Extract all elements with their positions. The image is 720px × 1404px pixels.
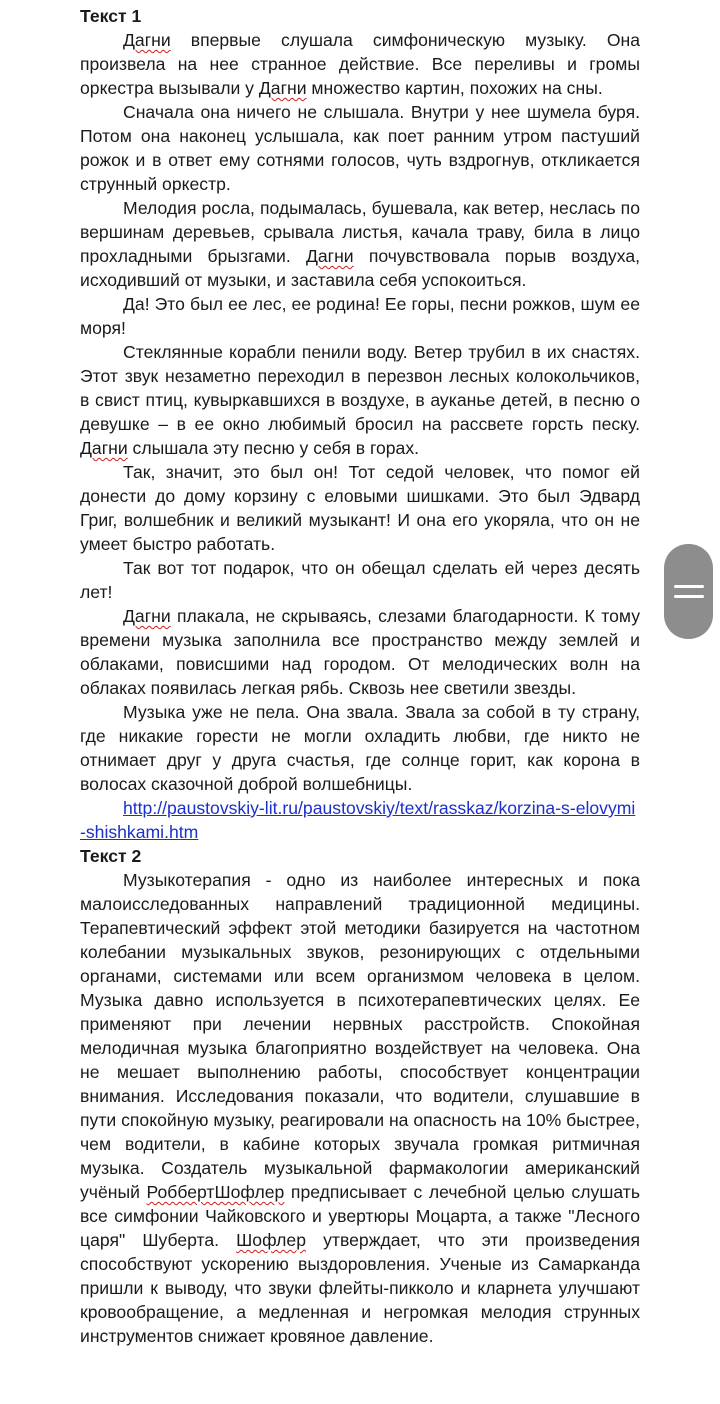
paragraph <box>80 292 640 340</box>
text2-heading: Текст 2 <box>80 846 142 866</box>
spellcheck-word: Дагни <box>305 246 354 266</box>
paragraph <box>80 28 640 100</box>
grip-line-icon <box>674 585 704 588</box>
paragraph <box>80 700 640 796</box>
text-run: плакала, не скрываясь, слезами благодарности. К тому времени музыка заполнила все пространство между землей и облаками, повисшими над городом. От мелодических волн на облаках появилась легкая рябь. Сквозь нее светили звезды. <box>80 606 640 698</box>
spellcheck-word: РоббертШофлер <box>146 1182 285 1202</box>
spellcheck-word: Дагни <box>123 30 171 50</box>
paragraph <box>80 196 640 292</box>
text1-heading: Текст 1 <box>80 6 142 26</box>
spellcheck-word: Дагни <box>123 606 171 626</box>
paragraph <box>80 604 640 700</box>
paragraph <box>80 100 640 196</box>
spellcheck-word: Дагни <box>80 438 128 458</box>
paragraph <box>80 460 640 556</box>
text-run: Мелодия росла, подымалась, бушевала, как ветер, неслась по вершинам деревьев, срывала листья, качала траву, била в лицо прохладными брызгами. <box>80 198 640 266</box>
paragraph <box>80 340 640 460</box>
text1-body <box>80 28 640 796</box>
document-page <box>80 4 640 1348</box>
text-run: впервые слушала симфоническую музыку. Она произвела на нее странное действие. Все переливы и громы оркестра вызывали у <box>80 30 640 98</box>
text-run: предписывает с лечебной целью слушать все симфонии Чайковского и увертюры Моцарта, а также "Лесного царя" Шуберта. <box>80 1182 641 1250</box>
text-run: Музыка уже не пела. Она звала. Звала за собой в ту страну, где никакие горести не могли охладить любви, где никто не отнимает друг у друга счастья, где солнце горит, как корона в волосах сказочной доброй волшебницы. <box>80 702 640 794</box>
text-run: Так, значит, это был он! Тот седой человек, что помог ей донести до дому корзину с еловыми шишками. Это был Эдвард Григ, волшебник и великий музыкант! И она его укоряла, что он не умеет быстро работать. <box>80 462 640 554</box>
paragraph <box>80 556 640 604</box>
text2-body <box>80 868 640 1348</box>
spellcheck-word: Дагни <box>258 78 307 98</box>
text-run: утверждает, что эти произведения способствуют ускорению выздоровления. Ученые из Самарканда пришли к выводу, что звуки флейты-пикколо и кларнета улучшают кровообращение, а медленная и негромкая мелодия струнных инструментов снижает кровяное давление. <box>80 1230 641 1346</box>
text-run: Так вот тот подарок, что он обещал сделать ей через десять лет! <box>80 558 640 602</box>
text-run: Да! Это был ее лес, ее родина! Ее горы, песни рожков, шум ее моря! <box>80 294 640 338</box>
text-run: почувствовала порыв воздуха, исходивший от музыки, и заставила себя успокоиться. <box>80 246 640 290</box>
spellcheck-word: Шофлер <box>236 1230 307 1250</box>
paragraph <box>80 868 640 1348</box>
source-link[interactable] <box>80 796 640 844</box>
grip-line-icon <box>674 595 704 598</box>
text-run: множество картин, похожих на сны. <box>306 78 603 98</box>
text-run: слышала эту песню у себя в горах. <box>127 438 420 458</box>
text-run: Стеклянные корабли пенили воду. Ветер трубил в их снастях. Этот звук незаметно переходил в перезвон лесных колокольчиков, в свист птиц, кувыркавшихся в воздухе, в ауканье детей, в песню о девушке – в ее окно любимый бросил на рассвете горсть песку. <box>80 342 640 434</box>
scroll-handle[interactable] <box>664 544 713 639</box>
text-run: Музыкотерапия - одно из наиболее интересных и пока малоисследованных направлений традиционной медицины. Терапевтический эффект этой методики базируется на частотном колебании музыкальных звуков, резонирующих с отдельными органами, системами или всем организмом человека в целом. Музыка давно используется в психотерапевтических целях. Ее применяют при лечении нервных расстройств. Спокойная мелодичная музыка благоприятно воздействует на человека. Она не мешает выполнению работы, способствует концентрации внимания. Исследования показали, что водители, слушавшие в пути спокойную музыку, реагировали на опасность на 10% быстрее, чем водители, в кабине которых звучала громкая ритмичная музыка. Создатель музыкальной фармакологии американский учёный <box>80 870 640 1202</box>
text-run: Сначала она ничего не слышала. Внутри у нее шумела буря. Потом она наконец услышала, как поет ранним утром пастуший рожок и в ответ ему сотнями голосов, чуть вздрогнув, откликается струнный оркестр. <box>80 102 640 194</box>
source-link-anchor[interactable]: http://paustovskiy-lit.ru/paustovskiy/text/rasskaz/korzina-s-elovymi-shishkami.htm <box>80 798 636 842</box>
